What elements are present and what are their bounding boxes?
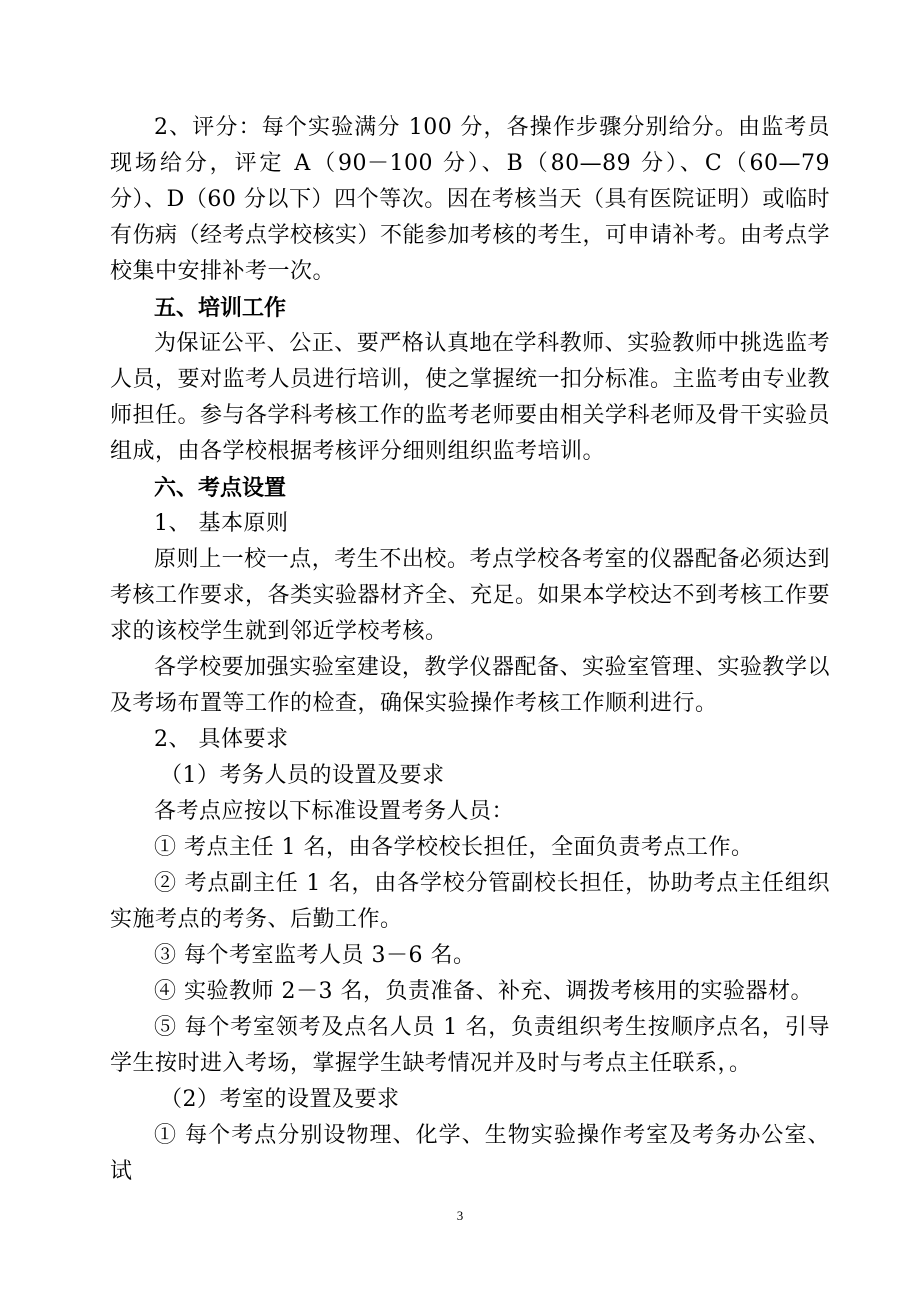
paragraph-training: 为保证公平、公正、要严格认真地在学科教师、实验教师中挑选监考人员，要对监考人员进行培训，使之掌握统一扣分标准。主监考由专业教师担任。参与各学科考核工作的监考老师要由相关学科老师及骨干实验员组成，由各学校根据考核评分细则组织监考培训。 [110, 331, 831, 464]
subheading-staff-setup: （1）考务人员的设置及要求 [160, 763, 445, 788]
subheading-basic-principles: 1、 基本原则 [154, 511, 289, 536]
paragraph-staff-intro: 各考点应按以下标准设置考务人员： [154, 799, 515, 824]
document-body [110, 110, 830, 1190]
subheading-exam-room-setup: （2）考室的设置及要求 [160, 1087, 400, 1112]
list-item-invigilators: ③ 每个考室监考人员 3－6 名。 [154, 943, 476, 968]
list-item-exam-rooms: ① 每个考点分别设物理、化学、生物实验操作考室及考务办公室、试 [110, 1123, 830, 1184]
paragraph-principle-one-site: 原则上一校一点，考生不出校。考点学校各考室的仪器配备必须达到考核工作要求，各类实验器材齐全、充足。如果本学校达不到考核工作要求的该校学生就到邻近学校考核。 [110, 547, 831, 644]
list-item-roll-call: ⑤ 每个考室领考及点名人员 1 名，负责组织考生按顺序点名，引导学生按时进入考场，掌握学生缺考情况并及时与考点主任联系，。 [110, 1015, 830, 1076]
page-number: 3 [456, 1208, 464, 1223]
list-item-lab-teachers: ④ 实验教师 2－3 名，负责准备、补充、调拨考核用的实验器材。 [154, 979, 813, 1004]
list-item-deputy-director: ② 考点副主任 1 名，由各学校分管副校长担任，协助考点主任组织实施考点的考务、后勤工作。 [110, 871, 830, 932]
list-item-site-director: ① 考点主任 1 名，由各学校校长担任，全面负责考点工作。 [154, 835, 754, 860]
section-heading-exam-sites: 六、考点设置 [154, 475, 287, 501]
paragraph-scoring: 2、评分：每个实验满分 100 分，各操作步骤分别给分。由监考员现场给分，评定 A（90－100 分）、B（80—89 分）、C（60—79 分）、D（60 分以下）四个等次。因在考核当天（具有医院证明）或临时有伤病（经考点学校核实）不能参加考核的考生，可申请补考。由考点学校集中安排补考一次。 [110, 115, 831, 284]
subheading-specific-requirements: 2、 具体要求 [154, 727, 289, 752]
paragraph-lab-construction: 各学校要加强实验室建设，教学仪器配备、实验室管理、实验教学以及考场布置等工作的检查，确保实验操作考核工作顺利进行。 [110, 655, 830, 716]
section-heading-training: 五、培训工作 [154, 295, 287, 321]
